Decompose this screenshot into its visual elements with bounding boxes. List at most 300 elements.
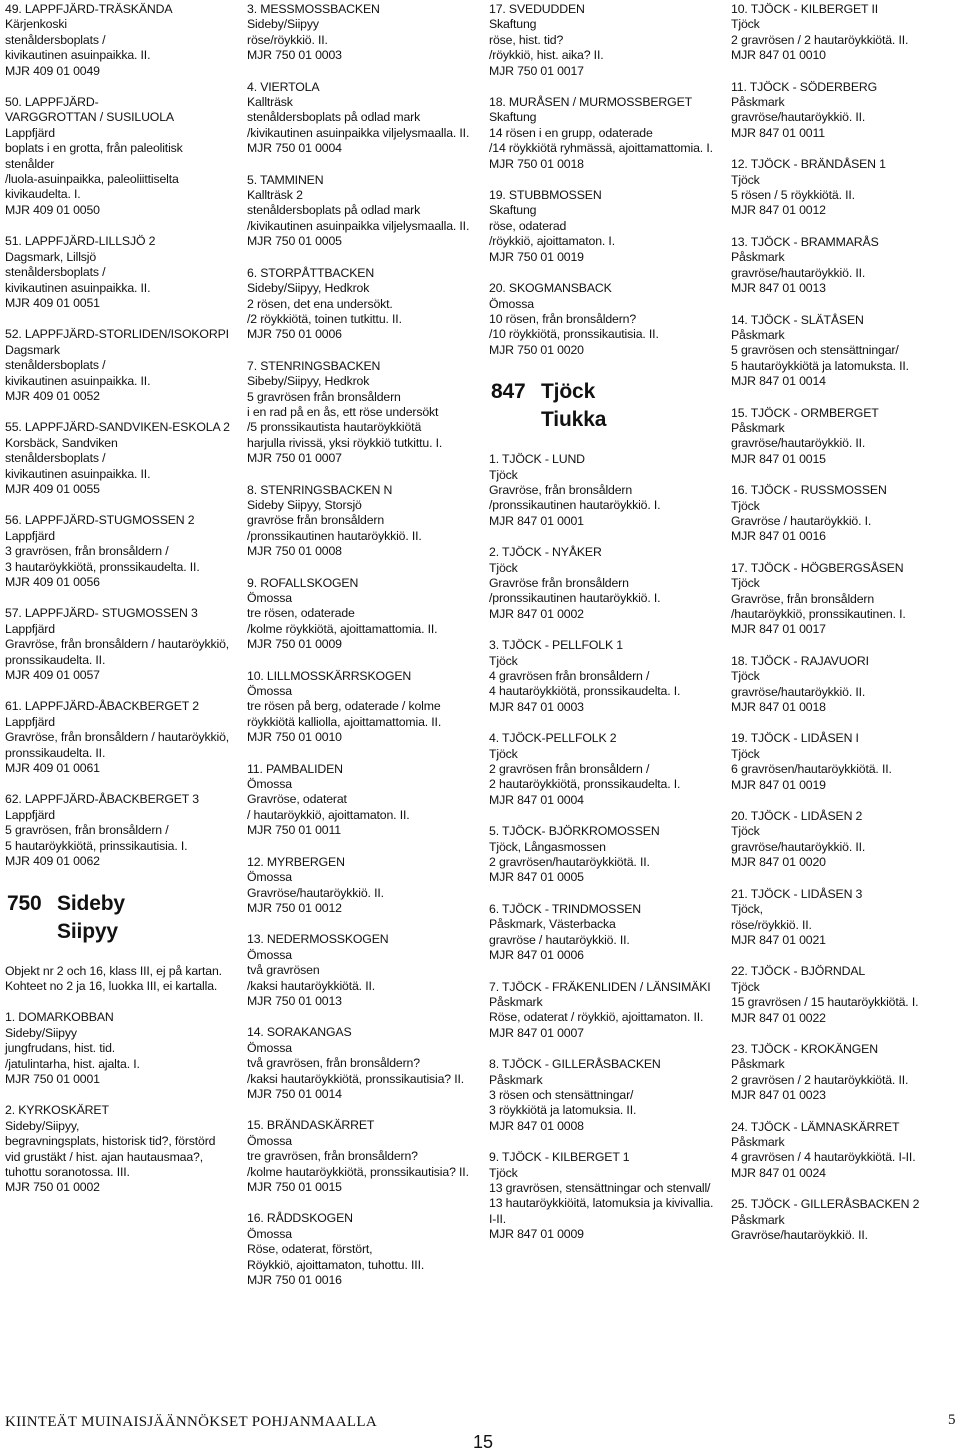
entry-line: röse, hist. tid?	[489, 32, 564, 47]
entry-line: MJR 847 01 0009	[489, 1227, 584, 1242]
entry-line: MJR 750 01 0017	[489, 63, 584, 78]
entry-line: MJR 847 01 0018	[731, 700, 826, 715]
entry-line: Ömossa	[489, 296, 534, 311]
municipality-name: Sideby	[57, 891, 125, 915]
entry-line: 2 gravrösen / 2 hautaröykkiötä. II.	[731, 32, 909, 47]
entry-line: MJR 847 01 0003	[489, 699, 584, 714]
entry-line: 4 gravrösen från bronsåldern /	[489, 669, 650, 683]
site-title: 14. TJÖCK - SLÄTÅSEN	[731, 312, 864, 327]
entry-line: Dagsmark, Lillsjö	[5, 249, 97, 264]
entry-line: stenåldersboplats /	[5, 451, 106, 466]
entry-line: gravröse/hautaröykkiö. II.	[731, 110, 866, 125]
site-entry	[247, 932, 472, 1009]
site-title: 20. TJÖCK - LIDÅSEN 2	[731, 809, 863, 824]
municipality-name: Tjöck	[541, 380, 596, 404]
site-entry	[731, 561, 956, 638]
entry-line: MJR 847 01 0024	[731, 1165, 826, 1180]
site-title: 49. LAPPFJÄRD-TRÄSKÄNDA	[5, 2, 173, 16]
entry-line: Ömossa	[247, 1133, 292, 1148]
entry-line: MJR 750 01 0007	[247, 451, 342, 466]
entry-line: I-II.	[489, 1211, 507, 1226]
entry-line: Kärjenkoski	[5, 17, 67, 32]
site-entry	[247, 762, 472, 839]
entry-line: kivikautinen asuinpaikka. II.	[5, 466, 151, 481]
site-entry	[731, 313, 956, 390]
site-title: 1. TJÖCK - LUND	[489, 452, 585, 467]
site-title: 13. NEDERMOSSKOGEN	[247, 932, 389, 947]
site-entry	[731, 406, 956, 468]
entry-line: Ömossa	[247, 684, 292, 699]
entry-line: pronssikaudelta. II.	[5, 652, 106, 667]
entry-line: Ömossa	[247, 947, 292, 962]
municipality-names	[541, 378, 606, 434]
site-entry	[731, 731, 956, 793]
entry-line: Påskmark	[731, 1212, 785, 1227]
site-entry	[247, 173, 472, 250]
site-entry	[247, 483, 472, 560]
entry-line: MJR 847 01 0015	[731, 451, 826, 466]
entry-line: 5 gravrösen och stensättningar/	[731, 343, 899, 358]
entry-line: Korsbäck, Sandviken	[5, 435, 118, 450]
site-title: 19. STUBBMOSSEN	[489, 188, 602, 203]
site-entry	[489, 1150, 714, 1242]
entry-line: Tjöck	[489, 560, 518, 575]
entry-line: MJR 750 01 0006	[247, 327, 342, 342]
entry-line: stenåldersboplats /	[5, 265, 106, 280]
site-title: 22. TJÖCK - BJÖRNDAL	[731, 964, 866, 979]
municipality-name: Siipyy	[57, 919, 118, 943]
entry-line: kivikaudelta. I.	[5, 187, 81, 202]
entry-line: Ömossa	[247, 1226, 292, 1241]
entry-line: Kallträsk	[247, 95, 293, 110]
entry-line: Lappfjärd	[5, 621, 55, 636]
entry-line: 2 gravrösen från bronsåldern /	[489, 762, 650, 777]
site-title: 62. LAPPFJÄRD-ÅBACKBERGET 3	[5, 792, 199, 807]
site-title: 17. TJÖCK - HÖGBERGSÅSEN	[731, 560, 904, 575]
site-title: 16. RÅDDSKOGEN	[247, 1211, 353, 1226]
site-title: 1. DOMARKOBBAN	[5, 1010, 114, 1025]
page-number-right: 5	[948, 1412, 956, 1428]
site-entry	[731, 964, 956, 1026]
entry-line: Påskmark	[489, 994, 543, 1009]
entry-line: Lappfjärd	[5, 125, 55, 140]
entry-line: MJR 750 01 0010	[247, 730, 342, 745]
entry-line: stenålder	[5, 156, 55, 171]
site-title: 50. LAPPFJÄRD-	[5, 95, 99, 110]
entry-line: 3 rösen och stensättningar/	[489, 1087, 634, 1102]
entry-line: tre rösen på berg, odaterade / kolme	[247, 699, 441, 714]
entry-line: röse, odaterad	[489, 218, 567, 233]
site-entry	[5, 2, 230, 79]
entry-line: Sideby/Siipyy,	[5, 1118, 80, 1133]
municipality-code: 750	[7, 891, 42, 915]
entry-line: /jatulintarha, hist. ajalta. I.	[5, 1056, 140, 1071]
entry-line: MJR 409 01 0049	[5, 63, 100, 78]
site-title: 6. STORPÅTTBACKEN	[247, 265, 375, 280]
entry-line: vid grustäkt / hist. ajan hautausmaa?,	[5, 1149, 203, 1164]
site-entry	[247, 266, 472, 343]
entry-line: stenåldersboplats /	[5, 358, 106, 373]
municipality-heading	[7, 890, 230, 946]
entry-line: MJR 847 01 0014	[731, 374, 826, 389]
entry-line: /5 pronssikautista hautaröykkiötä	[247, 420, 422, 435]
site-entry	[489, 980, 714, 1042]
site-entry	[489, 824, 714, 886]
site-entry	[247, 1025, 472, 1102]
entry-line: 5 gravrösen, från bronsåldern /	[5, 823, 169, 838]
entry-line: MJR 847 01 0010	[731, 48, 826, 63]
site-title: 24. TJÖCK - LÄMNASKÄRRET	[731, 1119, 900, 1134]
entry-line: harjulla rivissä, yksi röykkiö tutkittu. I.	[247, 435, 443, 450]
entry-line: Gravröse, från bronsåldern / hautaröykkiö,	[5, 637, 230, 652]
site-entry	[5, 1103, 230, 1195]
entry-line: tre gravrösen, från bronsåldern?	[247, 1149, 418, 1164]
site-title: 14. SORAKANGAS	[247, 1025, 352, 1040]
site-title: 61. LAPPFJÄRD-ÅBACKBERGET 2	[5, 699, 199, 714]
entry-line: 6 gravrösen/hautaröykkiötä. II.	[731, 762, 892, 777]
entry-line: Gravröse / hautaröykkiö. I.	[731, 513, 872, 528]
entry-line: 3 röykkiötä ja latomuksia. II.	[489, 1103, 637, 1118]
entry-line: Påskmark	[731, 327, 785, 342]
entry-line: MJR 847 01 0004	[489, 792, 584, 807]
entry-line: 2 rösen, det ena undersökt.	[247, 296, 393, 311]
entry-line: MJR 847 01 0019	[731, 777, 826, 792]
entry-line: Röse, odaterat, förstört,	[247, 1242, 373, 1257]
entry-line: Gravröse/hautaröykkiö. II.	[247, 885, 384, 900]
entry-line: MJR 847 01 0017	[731, 622, 826, 637]
site-title: 5. TAMMINEN	[247, 172, 324, 187]
column-4	[731, 2, 956, 1259]
entry-line: tuhottu soranotossa. III.	[5, 1164, 130, 1179]
site-entry	[489, 902, 714, 964]
site-title: 18. MURÅSEN / MURMOSSBERGET	[489, 95, 692, 110]
site-entry	[5, 792, 230, 869]
entry-line: Lappfjärd	[5, 807, 55, 822]
entry-line: Objekt nr 2 och 16, klass III, ej på kartan.	[5, 963, 222, 978]
entry-line: gravröse/hautaröykkiö. II.	[731, 436, 866, 451]
entry-line: 3 gravrösen, från bronsåldern /	[5, 544, 169, 559]
entry-line: jungfrudans, hist. tid.	[5, 1041, 116, 1056]
entry-line: /kaksi hautaröykkiötä, pronssikautisia? II.	[247, 1071, 465, 1086]
entry-line: Lappfjärd	[5, 528, 55, 543]
entry-line: gravröse/hautaröykkiö. II.	[731, 684, 866, 699]
entry-line: MJR 409 01 0061	[5, 761, 100, 776]
column-1	[5, 2, 230, 1212]
site-title: 12. MYRBERGEN	[247, 854, 345, 869]
site-entry	[489, 452, 714, 529]
entry-line: röykkiötä kalliolla, ajoittamattomia. II.	[247, 714, 442, 729]
site-title: 7. STENRINGSBACKEN	[247, 358, 381, 373]
site-title: 6. TJÖCK - TRINDMOSSEN	[489, 901, 642, 916]
entry-line: /14 röykkiötä ryhmässä, ajoittamattomia. I.	[489, 141, 713, 156]
entry-line: MJR 847 01 0006	[489, 948, 584, 963]
entry-line: MJR 750 01 0014	[247, 1086, 342, 1101]
entry-line: pronssikaudelta. II.	[5, 745, 106, 760]
entry-line: MJR 847 01 0023	[731, 1088, 826, 1103]
site-entry	[247, 80, 472, 157]
site-entry	[731, 1120, 956, 1182]
site-title: 7. TJÖCK - FRÄKENLIDEN / LÄNSIMÄKI	[489, 979, 711, 994]
entry-line: /kolme hautaröykkiötä, pronssikautisia? II.	[247, 1164, 469, 1179]
entry-line: MJR 750 01 0002	[5, 1180, 100, 1195]
entry-line: Gravröse/hautaröykkiö. II.	[731, 1228, 868, 1242]
site-entry	[489, 2, 714, 79]
site-entry	[731, 887, 956, 949]
site-title: 10. LILLMOSSKÄRRSKOGEN	[247, 668, 412, 683]
entry-line: MJR 409 01 0050	[5, 202, 100, 217]
site-entry	[5, 513, 230, 590]
entry-line: Sideby Siipyy, Storsjö	[247, 497, 362, 512]
site-title: 25. TJÖCK - GILLERÅSBACKEN 2	[731, 1197, 920, 1212]
site-entry	[489, 1057, 714, 1134]
site-entry	[731, 654, 956, 716]
entry-line: boplats i en grotta, från paleolitisk	[5, 141, 183, 156]
entry-line: /luola-asuinpaikka, paleoliittiselta	[5, 172, 179, 187]
site-title: 19. TJÖCK - LIDÅSEN I	[731, 731, 859, 746]
entry-line: 5 gravrösen från bronsåldern	[247, 389, 401, 404]
entry-line: Gravröse, från bronsåldern	[731, 591, 875, 606]
site-entry	[489, 188, 714, 265]
site-title: 56. LAPPFJÄRD-STUGMOSSEN 2	[5, 513, 195, 528]
entry-line: MJR 847 01 0022	[731, 1010, 826, 1025]
entry-line: gravröse/hautaröykkiö. II.	[731, 839, 866, 854]
entry-line: MJR 409 01 0057	[5, 668, 100, 683]
entry-line: VARGGROTTAN / SUSILUOLA	[5, 110, 174, 125]
entry-line: Tjöck, Långasmossen	[489, 839, 606, 854]
site-entry	[489, 95, 714, 172]
entry-line: Ömossa	[247, 591, 292, 605]
entry-line: Tjöck,	[731, 902, 763, 917]
entry-line: MJR 750 01 0009	[247, 637, 342, 652]
site-entry	[5, 327, 230, 404]
entry-line: gravröse/hautaröykkiö. II.	[731, 265, 866, 280]
entry-line: 4 hautaröykkiötä, pronssikaudelta. I.	[489, 684, 681, 699]
entry-line: Påskmark	[731, 95, 785, 110]
site-title: 3. MESSMOSSBACKEN	[247, 2, 380, 16]
site-entry	[489, 731, 714, 808]
entry-line: MJR 750 01 0011	[247, 823, 341, 838]
site-entry	[5, 95, 230, 218]
entry-line: 5 hautaröykkiötä ja latomuksta. II.	[731, 358, 909, 373]
site-entry	[247, 576, 472, 653]
entry-line: 2 gravrösen/hautaröykkiötä. II.	[489, 855, 650, 870]
entry-line: MJR 847 01 0020	[731, 855, 826, 870]
entry-line: stenåldersboplats /	[5, 32, 106, 47]
site-title: 4. TJÖCK-PELLFOLK 2	[489, 731, 617, 746]
entry-line: Tjöck	[731, 669, 760, 684]
entry-line: MJR 750 01 0008	[247, 544, 342, 559]
site-title: 17. SVEDUDDEN	[489, 2, 585, 16]
entry-line: kivikautinen asuinpaikka. II.	[5, 48, 151, 63]
column-3	[489, 2, 714, 1259]
entry-line: röse/röykkiö. II.	[731, 917, 812, 932]
entry-line: MJR 750 01 0015	[247, 1180, 342, 1194]
site-title: 3. TJÖCK - PELLFOLK 1	[489, 638, 623, 653]
site-title: 11. PAMBALIDEN	[247, 761, 343, 776]
entry-line: MJR 847 01 0012	[731, 203, 826, 218]
entry-line: /röykkiö, ajoittamaton. I.	[489, 234, 615, 249]
entry-line: Tjöck	[489, 746, 518, 761]
site-entry	[489, 545, 714, 622]
entry-line: MJR 750 01 0020	[489, 342, 584, 357]
site-entry	[731, 1197, 956, 1243]
entry-line: MJR 750 01 0012	[247, 900, 342, 915]
site-title: 8. TJÖCK - GILLERÅSBACKEN	[489, 1057, 661, 1072]
entry-line: Ömossa	[247, 1040, 292, 1055]
entry-line: Röse, odaterat / röykkiö, ajoittamaton. II.	[489, 1010, 704, 1025]
entry-line: Röykkiö, ajoittamaton, tuhottu. III.	[247, 1257, 425, 1272]
column-2	[247, 2, 472, 1304]
entry-line: Sideby/Siipyy	[247, 17, 319, 32]
site-title: 15. BRÄNDASKÄRRET	[247, 1118, 375, 1133]
entry-line: MJR 750 01 0019	[489, 249, 584, 264]
entry-line: Tjöck	[731, 979, 760, 994]
entry-line: /kivikautinen asuinpaikka viljelysmaalla. II.	[247, 218, 470, 233]
site-entry	[731, 235, 956, 297]
entry-line: /2 röykkiötä, toinen tutkittu. II.	[247, 311, 402, 326]
entry-line: MJR 409 01 0051	[5, 295, 100, 310]
entry-line: Påskmark	[731, 1057, 785, 1072]
entry-line: MJR 750 01 0005	[247, 234, 342, 249]
entry-line: Tjöck	[731, 576, 760, 591]
site-title: 11. TJÖCK - SÖDERBERG	[731, 79, 878, 94]
entry-line: MJR 847 01 0002	[489, 606, 584, 621]
entry-line: gravröse / hautaröykkiö. II.	[489, 932, 630, 947]
site-title: 52. LAPPFJÄRD-STORLIDEN/ISOKORPI	[5, 327, 229, 342]
entry-line: MJR 847 01 0013	[731, 281, 826, 296]
entry-line: MJR 750 01 0016	[247, 1273, 342, 1288]
entry-line: MJR 409 01 0055	[5, 481, 100, 496]
entry-line: Sideby/Siipyy	[5, 1025, 77, 1040]
entry-line: /10 röykkiötä, pronssikautisia. II.	[489, 327, 659, 342]
entry-line: Gravröse, från bronsåldern / hautaröykkiö,	[5, 730, 230, 745]
site-title: 9. TJÖCK - KILBERGET 1	[489, 1150, 630, 1165]
entry-line: MJR 847 01 0007	[489, 1025, 584, 1040]
site-title: 55. LAPPFJÄRD-SANDVIKEN-ESKOLA 2	[5, 420, 230, 435]
entry-line: Sibeby/Siipyy, Hedkrok	[247, 374, 370, 389]
site-entry	[5, 1010, 230, 1087]
entry-line: 15 gravrösen / 15 hautaröykkiötä. I.	[731, 995, 919, 1010]
site-entry	[247, 1211, 472, 1288]
municipality-heading	[491, 378, 714, 434]
site-entry	[247, 669, 472, 746]
site-entry	[731, 157, 956, 219]
site-entry	[489, 281, 714, 358]
entry-line: gravröse från bronsåldern	[247, 513, 385, 528]
site-title: 4. VIERTOLA	[247, 79, 320, 94]
entry-line: Skaftung	[489, 203, 537, 218]
entry-line: 14 rösen i en grupp, odaterade	[489, 125, 653, 140]
entry-line: Tjöck	[731, 498, 760, 513]
entry-line: Lappfjärd	[5, 714, 55, 729]
entry-line: Tjöck	[489, 653, 518, 668]
entry-line: /röykkiö, hist. aika? II.	[489, 48, 604, 63]
entry-line: 13 gravrösen, stensättningar och stenvall/	[489, 1180, 711, 1195]
entry-line: 13 hautaröykkiöitä, latomuksia ja kivivallia.	[489, 1196, 714, 1211]
entry-line: två gravrösen	[247, 963, 320, 978]
site-title: 23. TJÖCK - KROKÄNGEN	[731, 1041, 878, 1056]
footer-publication-title: KIINTEÄT MUINAISJÄÄNNÖKSET POHJANMAALLA	[5, 1414, 377, 1430]
entry-line: /kolme röykkiötä, ajoittamattomia. II.	[247, 621, 438, 636]
entry-line: Tjöck	[731, 172, 760, 187]
site-entry	[731, 809, 956, 871]
site-title: 57. LAPPFJÄRD- STUGMOSSEN 3	[5, 606, 198, 621]
entry-line: MJR 750 01 0003	[247, 48, 342, 63]
entry-line: Gravröse, från bronsåldern	[489, 482, 633, 497]
entry-line: MJR 750 01 0018	[489, 156, 584, 171]
entry-line: röse/röykkiö. II.	[247, 32, 328, 47]
entry-line: /hautaröykkiö, pronssikautinen. I.	[731, 607, 906, 621]
site-title: 8. STENRINGSBACKEN N	[247, 482, 393, 497]
entry-line: / hautaröykkiö, ajoittamaton. II.	[247, 807, 410, 822]
entry-line: MJR 847 01 0008	[489, 1118, 584, 1133]
entry-line: Sideby/Siipyy, Hedkrok	[247, 281, 370, 296]
site-title: 5. TJÖCK- BJÖRKROMOSSEN	[489, 824, 660, 839]
site-entry	[5, 606, 230, 683]
municipality-code: 847	[491, 380, 526, 404]
site-entry	[247, 855, 472, 917]
site-title: 9. ROFALLSKOGEN	[247, 575, 359, 590]
entry-line: Påskmark	[731, 1134, 785, 1149]
site-title: 10. TJÖCK - KILBERGET II	[731, 2, 878, 16]
site-title: 18. TJÖCK - RAJAVUORI	[731, 653, 869, 668]
entry-line: /kaksi hautaröykkiötä. II.	[247, 978, 376, 993]
site-entry	[731, 1042, 956, 1104]
entry-line: 2 gravrösen / 2 hautaröykkiötä. II.	[731, 1072, 909, 1087]
entry-line: Ömossa	[247, 777, 292, 792]
entry-line: Tjöck	[731, 746, 760, 761]
entry-line: Dagsmark	[5, 342, 60, 357]
entry-line: tre rösen, odaterade	[247, 606, 355, 621]
site-entry	[731, 2, 956, 64]
entry-line: MJR 409 01 0062	[5, 854, 100, 869]
entry-line: 2 hautaröykkiötä, pronssikaudelta. I.	[489, 777, 681, 792]
entry-line: MJR 847 01 0005	[489, 870, 584, 885]
entry-line: Skaftung	[489, 110, 537, 125]
site-title: 15. TJÖCK - ORMBERGET	[731, 405, 879, 420]
entry-line: Tjöck	[489, 467, 518, 482]
entry-line: Påskmark	[731, 420, 785, 435]
municipality-names	[57, 890, 125, 946]
entry-line: /pronssikautinen hautaröykkiö. II.	[247, 528, 422, 543]
entry-line: Kohteet no 2 ja 16, luokka III, ei kartalla.	[5, 978, 218, 993]
entry-line: Kallträsk 2	[247, 188, 303, 203]
entry-line: MJR 750 01 0001	[5, 1071, 100, 1086]
entry-line: Påskmark	[731, 250, 785, 265]
page-number-left: 15	[473, 1432, 494, 1452]
site-title: 21. TJÖCK - LIDÅSEN 3	[731, 886, 863, 901]
entry-line: Gravröse, odaterat	[247, 792, 347, 807]
entry-line: kivikautinen asuinpaikka. II.	[5, 280, 151, 295]
site-title: 13. TJÖCK - BRAMMARÅS	[731, 234, 879, 249]
entry-line: Tjöck	[731, 17, 760, 32]
site-title: 20. SKOGMANSBACK	[489, 281, 612, 296]
site-entry	[247, 359, 472, 467]
entry-line: MJR 750 01 0004	[247, 141, 342, 156]
entry-line: i en rad på en ås, ett röse undersökt	[247, 404, 439, 419]
entry-line: Ömossa	[247, 870, 292, 885]
entry-line: 10 rösen, från bronsåldern?	[489, 311, 637, 326]
entry-line: MJR 847 01 0011	[731, 125, 825, 140]
entry-line: /pronssikautinen hautaröykkiö. I.	[489, 498, 661, 513]
entry-line: stenåldersboplats på odlad mark	[247, 203, 421, 218]
entry-line: stenåldersboplats på odlad mark	[247, 110, 421, 125]
entry-line: Tjöck	[489, 1165, 518, 1180]
site-entry	[5, 699, 230, 776]
entry-line: MJR 847 01 0001	[489, 513, 584, 528]
entry-line: MJR 409 01 0052	[5, 388, 100, 403]
entry-line: /pronssikautinen hautaröykkiö. I.	[489, 591, 661, 606]
